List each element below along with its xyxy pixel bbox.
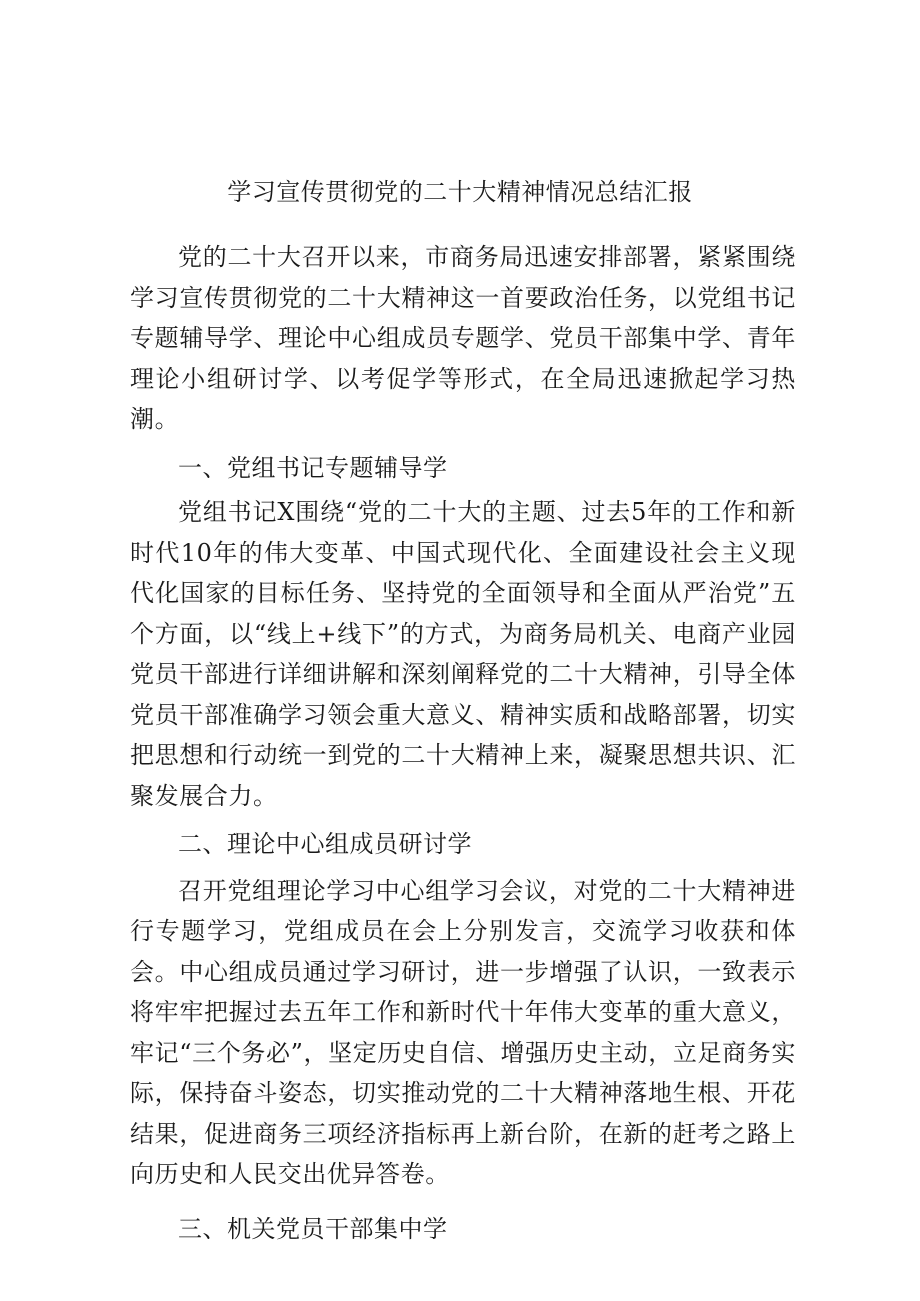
document-title: 学习宣传贯彻党的二十大精神情况总结汇报 bbox=[227, 178, 693, 206]
section-body-1: 党组书记X围绕“党的二十大的主题、过去5年的工作和新时代10年的伟大变革、中国式现代化、全面建设社会主义现代化国家的目标任务、坚持党的全面领导和全面从严治党”五个方面，以“线上+线下”的方式，为商务局机关、电商产业园党员干部进行详细讲解和深刻阐释党的二十大精神，引导全体党员干部准确学习领会重大意义、精神实质和战略部署，切实把思想和行动统一到党的二十大精神上来，凝聚思想共识、汇聚发展合力。 bbox=[130, 498, 796, 810]
intro-paragraph: 党的二十大召开以来，市商务局迅速安排部署，紧紧围绕学习宣传贯彻党的二十大精神这一首要政治任务，以党组书记专题辅导学、理论中心组成员专题学、党员干部集中学、青年理论小组研讨学、以考促学等形式，在全局迅速掀起学习热潮。 bbox=[130, 243, 796, 433]
section-heading-3: 三、机关党员干部集中学 bbox=[178, 1214, 448, 1243]
section-body-2: 召开党组理论学习中心组学习会议，对党的二十大精神进行专题学习，党组成员在会上分别发言，交流学习收获和体会。中心组成员通过学习研讨，进一步增强了认识，一致表示将牢牢把握过去五年工作和新时代十年伟大变革的重大意义，牢记“三个务必”，坚定历史自信、增强历史主动，立足商务实际，保持奋斗姿态，切实推动党的二十大精神落地生根、开花结果，促进商务三项经济指标再上新台阶，在新的赶考之路上向历史和人民交出优异答卷。 bbox=[130, 876, 796, 1188]
document-body bbox=[130, 237, 796, 1249]
section-heading-1: 一、党组书记专题辅导学 bbox=[178, 453, 448, 482]
section-heading-2: 二、理论中心组成员研讨学 bbox=[178, 830, 472, 858]
